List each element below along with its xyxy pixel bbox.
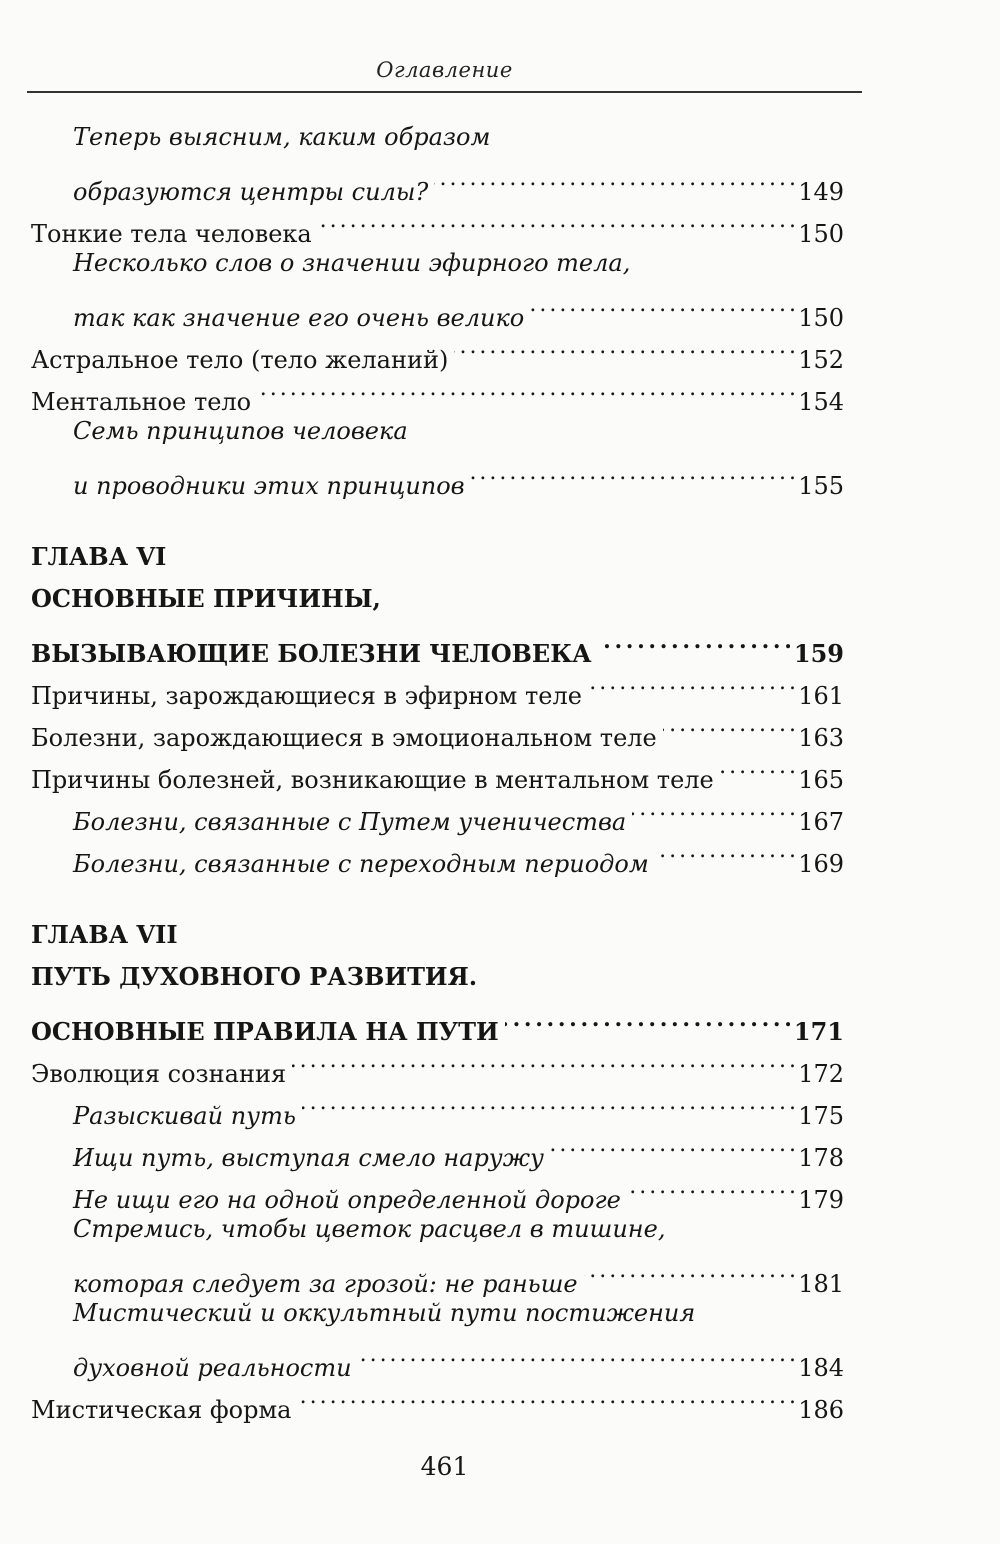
toc-page-number: 184 (798, 1354, 844, 1382)
dot-leader (627, 1166, 794, 1208)
toc-entry-title: Мистический и оккультный пути постижения (73, 1299, 696, 1327)
toc-entry-title: Болезни, зарождающиеся в эмоциональном теле (31, 724, 657, 752)
dot-leader (588, 662, 794, 704)
toc-entry-title: Астральное тело (тело желаний) (31, 346, 449, 374)
toc-entry-title: Болезни, связанные с переходным периодом (73, 850, 649, 878)
dot-leader (663, 704, 794, 746)
toc-entry-title: Мистическая форма (31, 1396, 292, 1424)
toc-page-number: 181 (798, 1270, 844, 1298)
toc-entry-title: Несколько слов о значении эфирного тела, (73, 249, 631, 277)
dot-leader (655, 830, 794, 872)
toc-entry-title: Причины болезней, возникающие в ментальном теле (31, 766, 714, 794)
toc-page-number: 149 (798, 178, 844, 206)
table-of-contents (31, 116, 844, 1424)
toc-subentry[interactable] (31, 1334, 844, 1382)
toc-subentry[interactable] (31, 158, 844, 206)
dot-leader (292, 1040, 794, 1082)
dot-leader (505, 998, 790, 1040)
toc-chapter-line[interactable] (31, 914, 844, 956)
toc-subentry[interactable] (31, 1250, 844, 1298)
dot-leader (471, 452, 794, 494)
toc-page-number: 169 (798, 850, 844, 878)
toc-page-number: 155 (798, 472, 844, 500)
header-rule (27, 91, 862, 93)
toc-page-number: 172 (798, 1060, 844, 1088)
dot-leader (318, 200, 794, 242)
toc-page-number: 175 (798, 1102, 844, 1130)
toc-chapter-line[interactable] (31, 578, 844, 620)
toc-page-number: 161 (798, 682, 844, 710)
toc-entry-title: Не ищи его на одной определенной дороге (73, 1186, 621, 1214)
toc-entry-title: Болезни, связанные с Путем ученичества (73, 808, 627, 836)
toc-page-number: 154 (798, 388, 844, 416)
toc-entry-title: которая следует за грозой: не раньше (73, 1270, 578, 1298)
toc-entry-title: ГЛАВА VI (31, 542, 167, 571)
toc-page-number: 167 (798, 808, 844, 836)
toc-chapter-line[interactable] (31, 956, 844, 998)
toc-subentry[interactable] (31, 1208, 844, 1250)
dot-leader (302, 1082, 794, 1124)
toc-subentry[interactable] (31, 452, 844, 500)
toc-entry-title: духовной реальности (73, 1354, 352, 1382)
toc-page-number: 179 (798, 1186, 844, 1214)
toc-subentry[interactable] (31, 242, 844, 284)
toc-page-number: 186 (798, 1396, 844, 1424)
toc-entry-title: ГЛАВА VII (31, 920, 178, 949)
dot-leader (632, 788, 794, 830)
toc-entry-title: Эволюция сознания (31, 1060, 287, 1088)
dot-leader (358, 1334, 794, 1376)
dot-leader (454, 326, 794, 368)
toc-entry-title: Ищи путь, выступая смело наружу (73, 1144, 544, 1172)
toc-entry-title: и проводники этих принципов (73, 472, 465, 500)
toc-entry-title: Разыскивай путь (73, 1102, 296, 1130)
running-header: Оглавление (376, 58, 513, 82)
toc-entry-title: ОСНОВНЫЕ ПРАВИЛА НА ПУТИ (31, 1017, 499, 1046)
dot-leader (720, 746, 794, 788)
toc-entry-title: ВЫЗЫВАЮЩИЕ БОЛЕЗНИ ЧЕЛОВЕКА (31, 639, 592, 668)
dot-leader (530, 284, 794, 326)
toc-entry-title: Семь принципов человека (73, 417, 408, 445)
dot-leader (584, 1250, 794, 1292)
toc-subentry[interactable] (31, 410, 844, 452)
toc-entry-title: Теперь выясним, каким образом (73, 123, 491, 151)
toc-entry-title: Тонкие тела человека (31, 220, 312, 248)
dot-leader (434, 158, 794, 200)
toc-page-number: 159 (793, 639, 844, 668)
toc-entry-title: так как значение его очень велико (73, 304, 525, 332)
toc-entry-title: Причины, зарождающиеся в эфирном теле (31, 682, 582, 710)
toc-entry-title: Ментальное тело (31, 388, 252, 416)
dot-leader (598, 620, 790, 662)
dot-leader (297, 1376, 794, 1418)
toc-entry-title: Стремись, чтобы цветок расцвел в тишине, (73, 1215, 666, 1243)
toc-page-number: 171 (793, 1017, 844, 1046)
toc-subentry[interactable] (31, 116, 844, 158)
toc-page-number: 150 (798, 220, 844, 248)
toc-entry-title: образуются центры силы? (73, 178, 429, 206)
dot-leader (257, 368, 794, 410)
toc-chapter-line[interactable] (31, 998, 844, 1046)
toc-entry-title: ПУТЬ ДУХОВНОГО РАЗВИТИЯ. (31, 962, 478, 991)
toc-page-number: 163 (798, 724, 844, 752)
toc-page-number: 165 (798, 766, 844, 794)
dot-leader (550, 1124, 794, 1166)
toc-page-number: 150 (798, 304, 844, 332)
page-number: 461 (420, 1452, 469, 1481)
toc-subentry[interactable] (31, 284, 844, 332)
toc-page-number: 178 (798, 1144, 844, 1172)
toc-chapter-line[interactable] (31, 620, 844, 668)
toc-subentry[interactable] (31, 1292, 844, 1334)
toc-entry-title: ОСНОВНЫЕ ПРИЧИНЫ, (31, 584, 381, 613)
toc-chapter-line[interactable] (31, 536, 844, 578)
toc-page-number: 152 (798, 346, 844, 374)
